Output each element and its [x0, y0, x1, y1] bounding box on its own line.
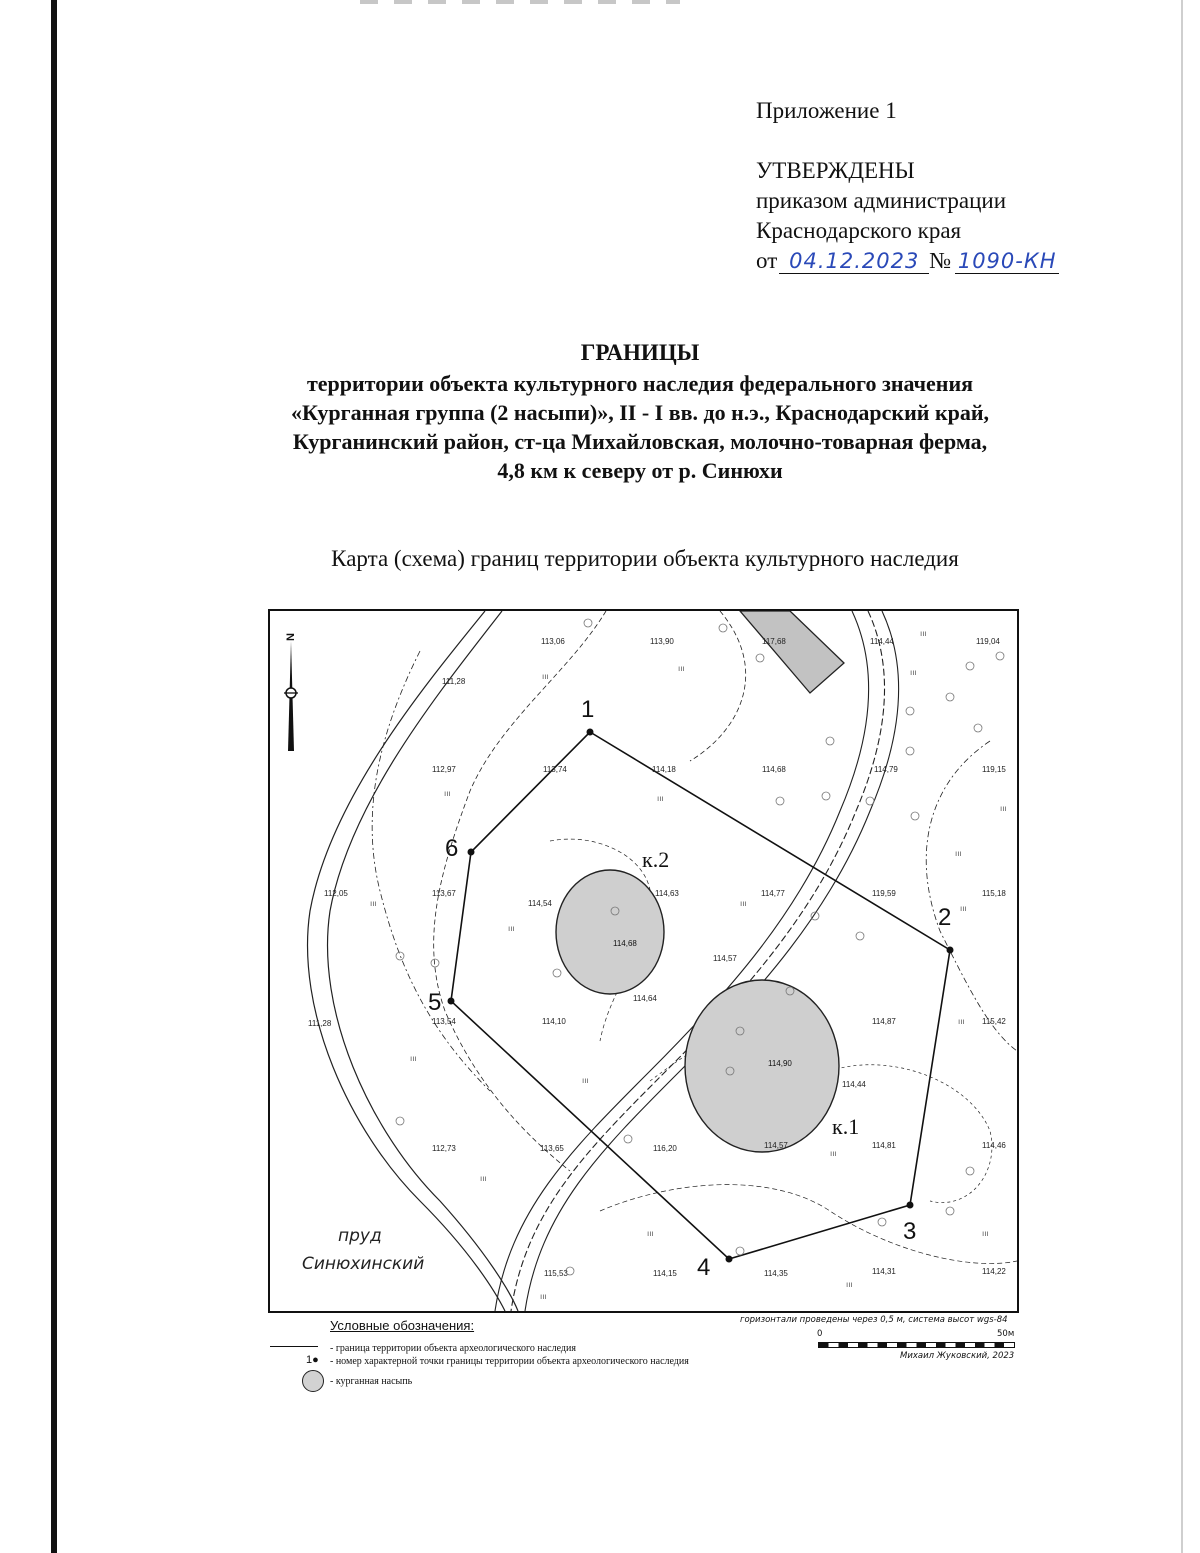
legend-item-text: - номер характерной точки границы территории объекта археологического наследия [330, 1355, 689, 1367]
title-main: ГРАНИЦЫ [580, 340, 700, 365]
boundary-point [947, 947, 954, 954]
elevation-label: 114,57 [713, 954, 737, 963]
map-svg [270, 611, 1017, 1311]
contour-note: горизонтали проведены через 0,5 м, система высот wgs-84 [740, 1315, 1008, 1325]
elevation-label: 114,10 [542, 1017, 566, 1026]
legend-item-point [270, 1354, 689, 1368]
svg-text:ııı: ııı [1000, 804, 1007, 813]
elevation-label: 113,54 [432, 1017, 456, 1026]
boundary-point-labels [428, 696, 951, 1281]
approval-line-2: Краснодарского края [756, 218, 962, 243]
pond-label-line: Синюхинский [302, 1254, 425, 1274]
svg-text:ııı: ııı [480, 1174, 487, 1183]
elevation-label: 114,81 [872, 1141, 896, 1150]
elevation-label: 112,05 [324, 889, 348, 898]
pond-label [302, 1226, 424, 1274]
boundary-point-label: 1 [581, 696, 595, 723]
mound-1 [685, 980, 839, 1152]
title-line: Курганинский район, ст-ца Михайловская, молочно-товарная ферма, [292, 429, 988, 454]
svg-text:ııı: ııı [830, 1149, 837, 1158]
approval-line-1: приказом администрации [756, 188, 1007, 213]
mound-2-label: к.2 [642, 847, 670, 872]
elevation-label: 114,54 [528, 899, 552, 908]
legend-item-text: - курганная насыпь [330, 1375, 413, 1387]
svg-text:ııı: ııı [540, 1292, 547, 1301]
order-number-handwritten: 1090-КН [955, 249, 1059, 274]
scan-right-edge [1181, 0, 1183, 1553]
boundary-point-label: 2 [938, 904, 952, 931]
boundary-point-label: 6 [445, 835, 459, 862]
elevation-label: 111,28 [308, 1019, 332, 1028]
approved-label: УТВЕРЖДЕНЫ [756, 158, 915, 183]
svg-text:ııı: ııı [955, 849, 962, 858]
svg-text:ııı: ııı [982, 1229, 989, 1238]
svg-text:ııı: ııı [920, 629, 927, 638]
scan-top-remnant [360, 0, 680, 4]
svg-text:ııı: ııı [910, 668, 917, 677]
scale-end-label: 50м [997, 1329, 1015, 1339]
elevation-label: 112,97 [432, 765, 456, 774]
elevation-label: 113,90 [650, 637, 674, 646]
document-title [150, 338, 1130, 485]
scale-start-label: 0 [817, 1329, 823, 1339]
elevation-label: 117,68 [762, 637, 786, 646]
map-author: Михаил Жуковский, 2023 [900, 1351, 1015, 1361]
svg-text:ııı: ııı [846, 1280, 853, 1289]
title-line: «Курганная группа (2 насыпи)», II - I вв. до н.э., Краснодарский край, [290, 400, 990, 425]
mound-symbol [270, 1374, 330, 1388]
appendix-label: Приложение 1 [756, 98, 897, 123]
legend-item-boundary [270, 1341, 576, 1355]
boundary-point-markers [448, 729, 954, 1263]
svg-text:ııı: ııı [678, 664, 685, 673]
elevation-label: 115,18 [982, 889, 1006, 898]
road [495, 611, 899, 1311]
boundary-point-label: 3 [903, 1218, 917, 1245]
legend-item-mound [270, 1374, 412, 1388]
north-label: N [285, 633, 297, 641]
elevation-label: 114,15 [653, 1269, 677, 1278]
elevation-label: 113,74 [543, 765, 567, 774]
elevation-label: 115,53 [544, 1269, 568, 1278]
elevation-label: 111,28 [442, 677, 466, 686]
elevation-label: 114,79 [874, 765, 898, 774]
svg-text:ııı: ııı [410, 1054, 417, 1063]
svg-text:ııı: ııı [647, 1229, 654, 1238]
boundary-point [726, 1256, 733, 1263]
vegetation-symbols [396, 619, 1004, 1275]
title-line: 4,8 км к северу от р. Синюхи [497, 458, 783, 483]
mound-2 [556, 870, 664, 994]
svg-text:ııı: ııı [657, 794, 664, 803]
order-date-row [756, 246, 1156, 276]
elevation-label: 114,18 [652, 765, 676, 774]
title-line: территории объекта культурного наследия федерального значения [306, 371, 974, 396]
elevation-label: 119,15 [982, 765, 1006, 774]
north-arrow [284, 633, 298, 751]
elevation-label: 113,67 [432, 889, 456, 898]
elevation-label: 114,63 [655, 889, 679, 898]
elevation-label: 114,68 [613, 939, 637, 948]
boundary-polygon [451, 732, 950, 1259]
svg-text:ııı: ııı [740, 899, 747, 908]
elevation-label: 114,44 [870, 637, 894, 646]
boundary-point [448, 998, 455, 1005]
elevation-label: 119,04 [976, 637, 1000, 646]
boundary-point [907, 1202, 914, 1209]
boundary-line-symbol [270, 1341, 330, 1355]
svg-text:ııı: ııı [444, 789, 451, 798]
svg-text:ııı: ııı [542, 672, 549, 681]
number-prefix: № [929, 248, 952, 273]
mound-1-label: к.1 [832, 1114, 860, 1139]
elevation-label: 114,46 [982, 1141, 1006, 1150]
building-shape [740, 611, 844, 693]
boundary-point-label: 5 [428, 989, 442, 1016]
boundary-map [268, 609, 1019, 1313]
legend-point-number: 1● [306, 1354, 319, 1366]
map-caption: Карта (схема) границ территории объекта культурного наследия [331, 546, 959, 571]
svg-text:ııı: ııı [960, 904, 967, 913]
svg-text:ııı: ııı [958, 1017, 965, 1026]
elevation-label: 114,87 [872, 1017, 896, 1026]
svg-text:ııı: ııı [508, 924, 515, 933]
elevation-label: 115,42 [982, 1017, 1006, 1026]
scan-left-edge [51, 0, 57, 1553]
elevation-label: 116,20 [653, 1144, 677, 1153]
elevation-label: 113,06 [541, 637, 565, 646]
scale-bar [818, 1342, 1015, 1348]
boundary-point-label: 4 [697, 1254, 711, 1281]
elevation-label: 113,65 [540, 1144, 564, 1153]
svg-text:ııı: ııı [370, 899, 377, 908]
boundary-point [587, 729, 594, 736]
approval-block [756, 96, 1156, 276]
elevation-label: 114,22 [982, 1267, 1006, 1276]
legend-title: Условные обозначения: [330, 1318, 475, 1333]
elevation-label: 114,90 [768, 1059, 792, 1068]
legend-item-text: - граница территории объекта археологического наследия [330, 1342, 576, 1354]
elevation-label: 119,59 [872, 889, 896, 898]
elevation-label: 114,64 [633, 994, 657, 1003]
date-prefix: от [756, 248, 778, 273]
elevation-label: 114,35 [764, 1269, 788, 1278]
order-date-handwritten: 04.12.2023 [779, 249, 929, 274]
elevation-label: 114,68 [762, 765, 786, 774]
elevation-label: 114,44 [842, 1080, 866, 1089]
elevation-label: 112,73 [432, 1144, 456, 1153]
boundary-point-symbol [270, 1354, 330, 1368]
elevation-label: 114,77 [761, 889, 785, 898]
elevation-label: 114,57 [764, 1141, 788, 1150]
elevation-label: 114,31 [872, 1267, 896, 1276]
svg-text:ııı: ııı [582, 1076, 589, 1085]
pond-label-line: пруд [338, 1226, 382, 1246]
boundary-point [468, 849, 475, 856]
